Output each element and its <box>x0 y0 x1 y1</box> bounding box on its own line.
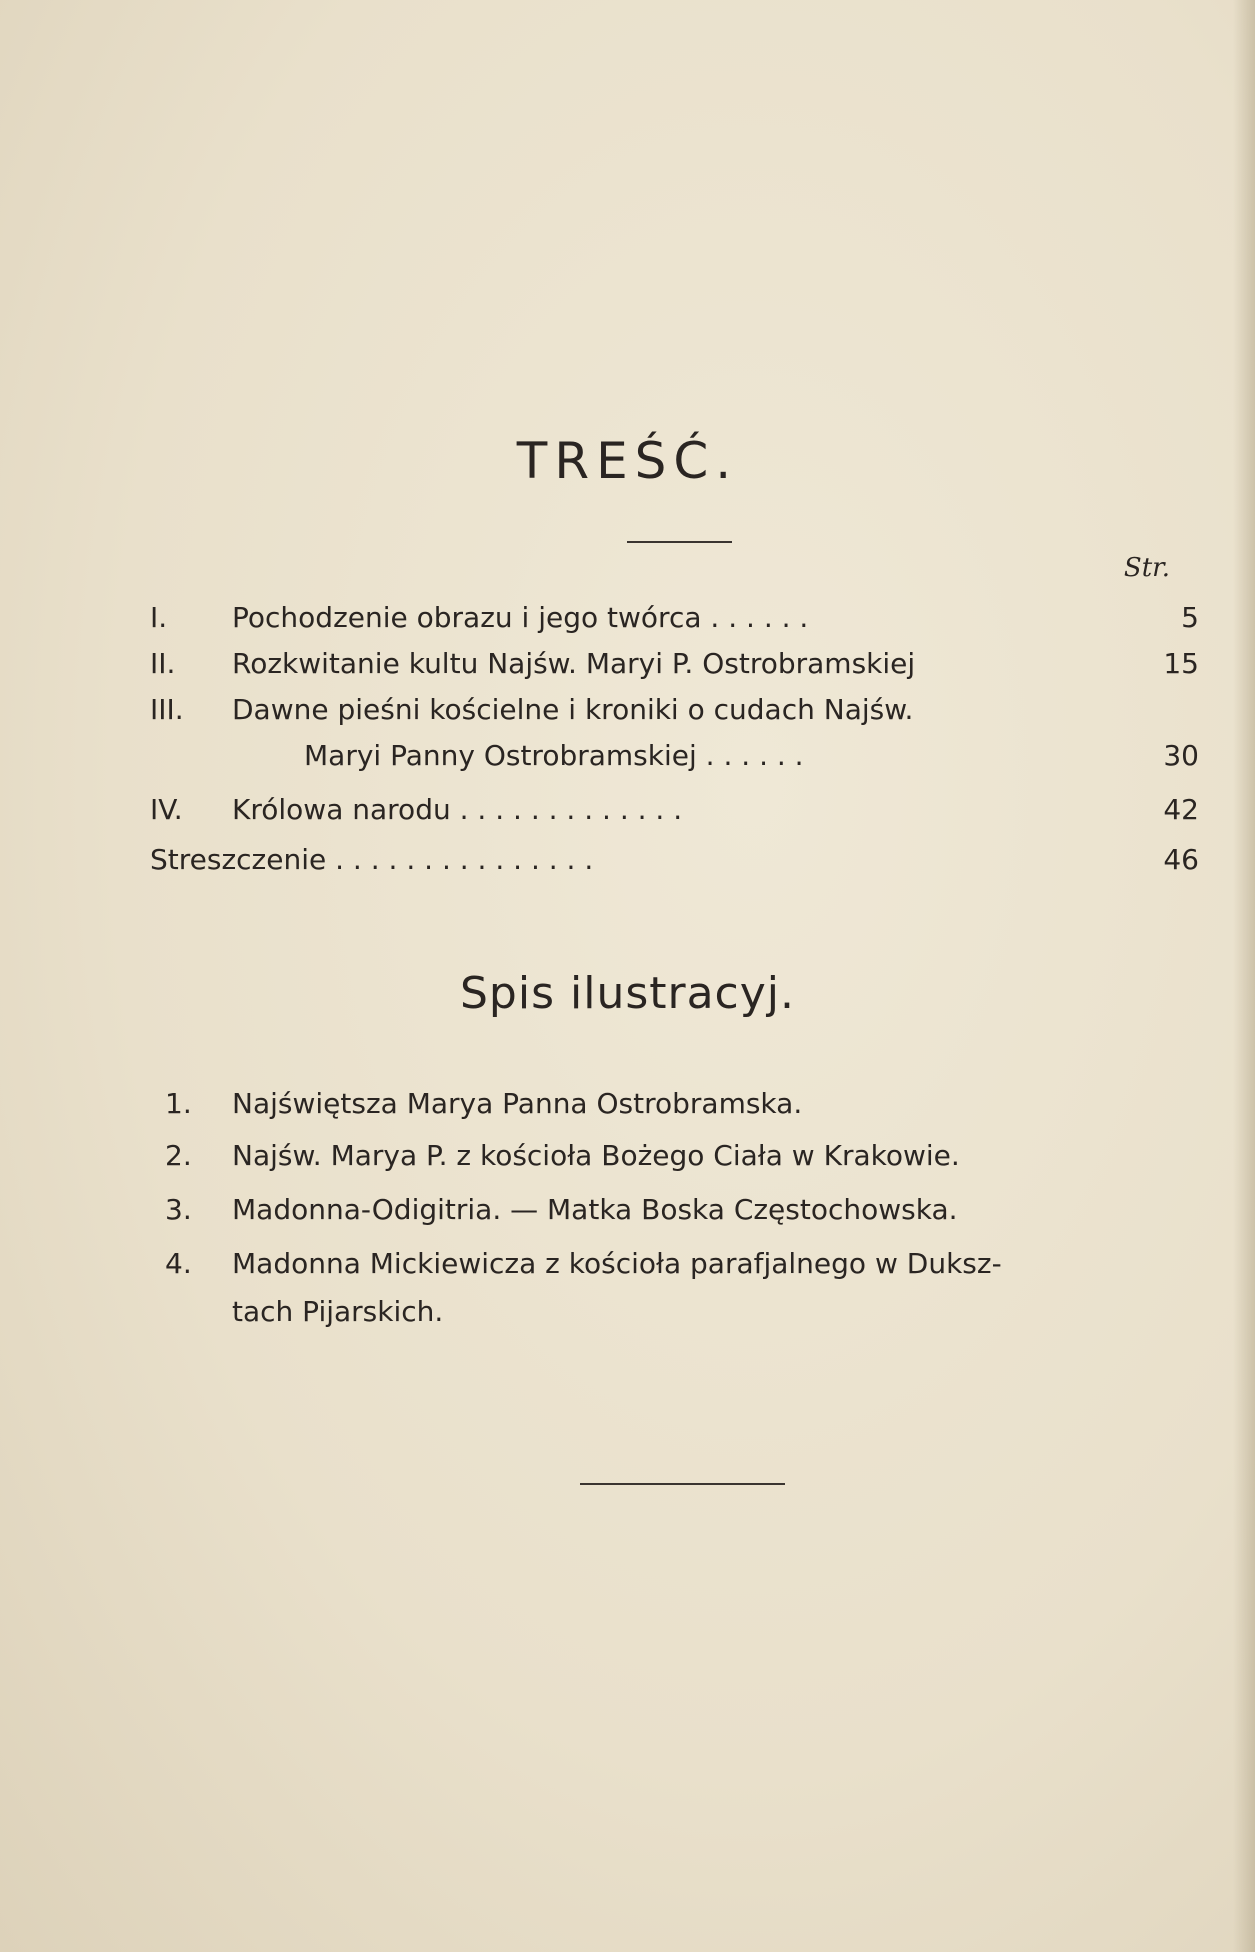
toc-entry-number: III. <box>150 693 184 726</box>
table-of-contents <box>150 595 1200 883</box>
toc-entry <box>150 641 1200 687</box>
toc-entry-number: IV. <box>150 793 183 826</box>
list-item-number: 2. <box>165 1139 192 1172</box>
toc-entry <box>150 837 1200 883</box>
list-item-number: 3. <box>165 1193 192 1226</box>
toc-entry-page: 5 <box>1181 601 1199 634</box>
bottom-divider <box>580 1483 785 1485</box>
list-item-text: Najśw. Marya P. z kościoła Bożego Ciała w Krakowie. <box>232 1139 960 1172</box>
toc-entry-page: 30 <box>1163 739 1199 772</box>
toc-entry-page: 15 <box>1163 647 1199 680</box>
list-item-number: 1. <box>165 1087 192 1120</box>
toc-entry-title: Rozkwitanie kultu Najśw. Maryi P. Ostrobramskiej <box>232 647 916 680</box>
page-edge-shadow <box>1233 0 1255 1952</box>
list-item-text: Madonna Mickiewicza z kościoła parafjalnego w Duksz- <box>232 1247 1002 1280</box>
page-column-label: Str. <box>1123 553 1170 583</box>
toc-entry <box>150 595 1200 641</box>
list-item <box>165 1132 1225 1180</box>
toc-entry-title: Dawne pieśni kościelne i kroniki o cudach Najśw. <box>232 693 914 726</box>
toc-entry-page: 46 <box>1163 843 1199 876</box>
toc-entry-page: 42 <box>1163 793 1199 826</box>
toc-entry <box>150 787 1200 833</box>
bleed-through-text <box>150 140 160 175</box>
page-title: TREŚĆ. <box>516 432 739 490</box>
illustrations-list <box>165 1080 1225 1336</box>
list-item-text-continued: tach Pijarskich. <box>232 1295 444 1328</box>
list-item <box>165 1186 1225 1234</box>
toc-entry-title-continued: Maryi Panny Ostrobramskiej . . . . . . <box>304 739 804 772</box>
list-item <box>165 1240 1225 1336</box>
toc-entry <box>150 687 1200 779</box>
illustrations-heading: Spis ilustracyj. <box>460 968 795 1019</box>
toc-entry-title: Królowa narodu . . . . . . . . . . . . . <box>232 793 683 826</box>
toc-entry-title: Pochodzenie obrazu i jego twórca . . . . . . <box>232 601 809 634</box>
title-divider <box>627 541 732 543</box>
toc-entry-number: I. <box>150 601 168 634</box>
list-item-number: 4. <box>165 1247 192 1280</box>
list-item-text: Najświętsza Marya Panna Ostrobramska. <box>232 1087 803 1120</box>
list-item-text: Madonna-Odigitria. — Matka Boska Częstochowska. <box>232 1193 958 1226</box>
toc-entry-title: Streszczenie . . . . . . . . . . . . . . . <box>150 843 594 876</box>
toc-entry-number: II. <box>150 647 176 680</box>
list-item <box>165 1080 1225 1128</box>
